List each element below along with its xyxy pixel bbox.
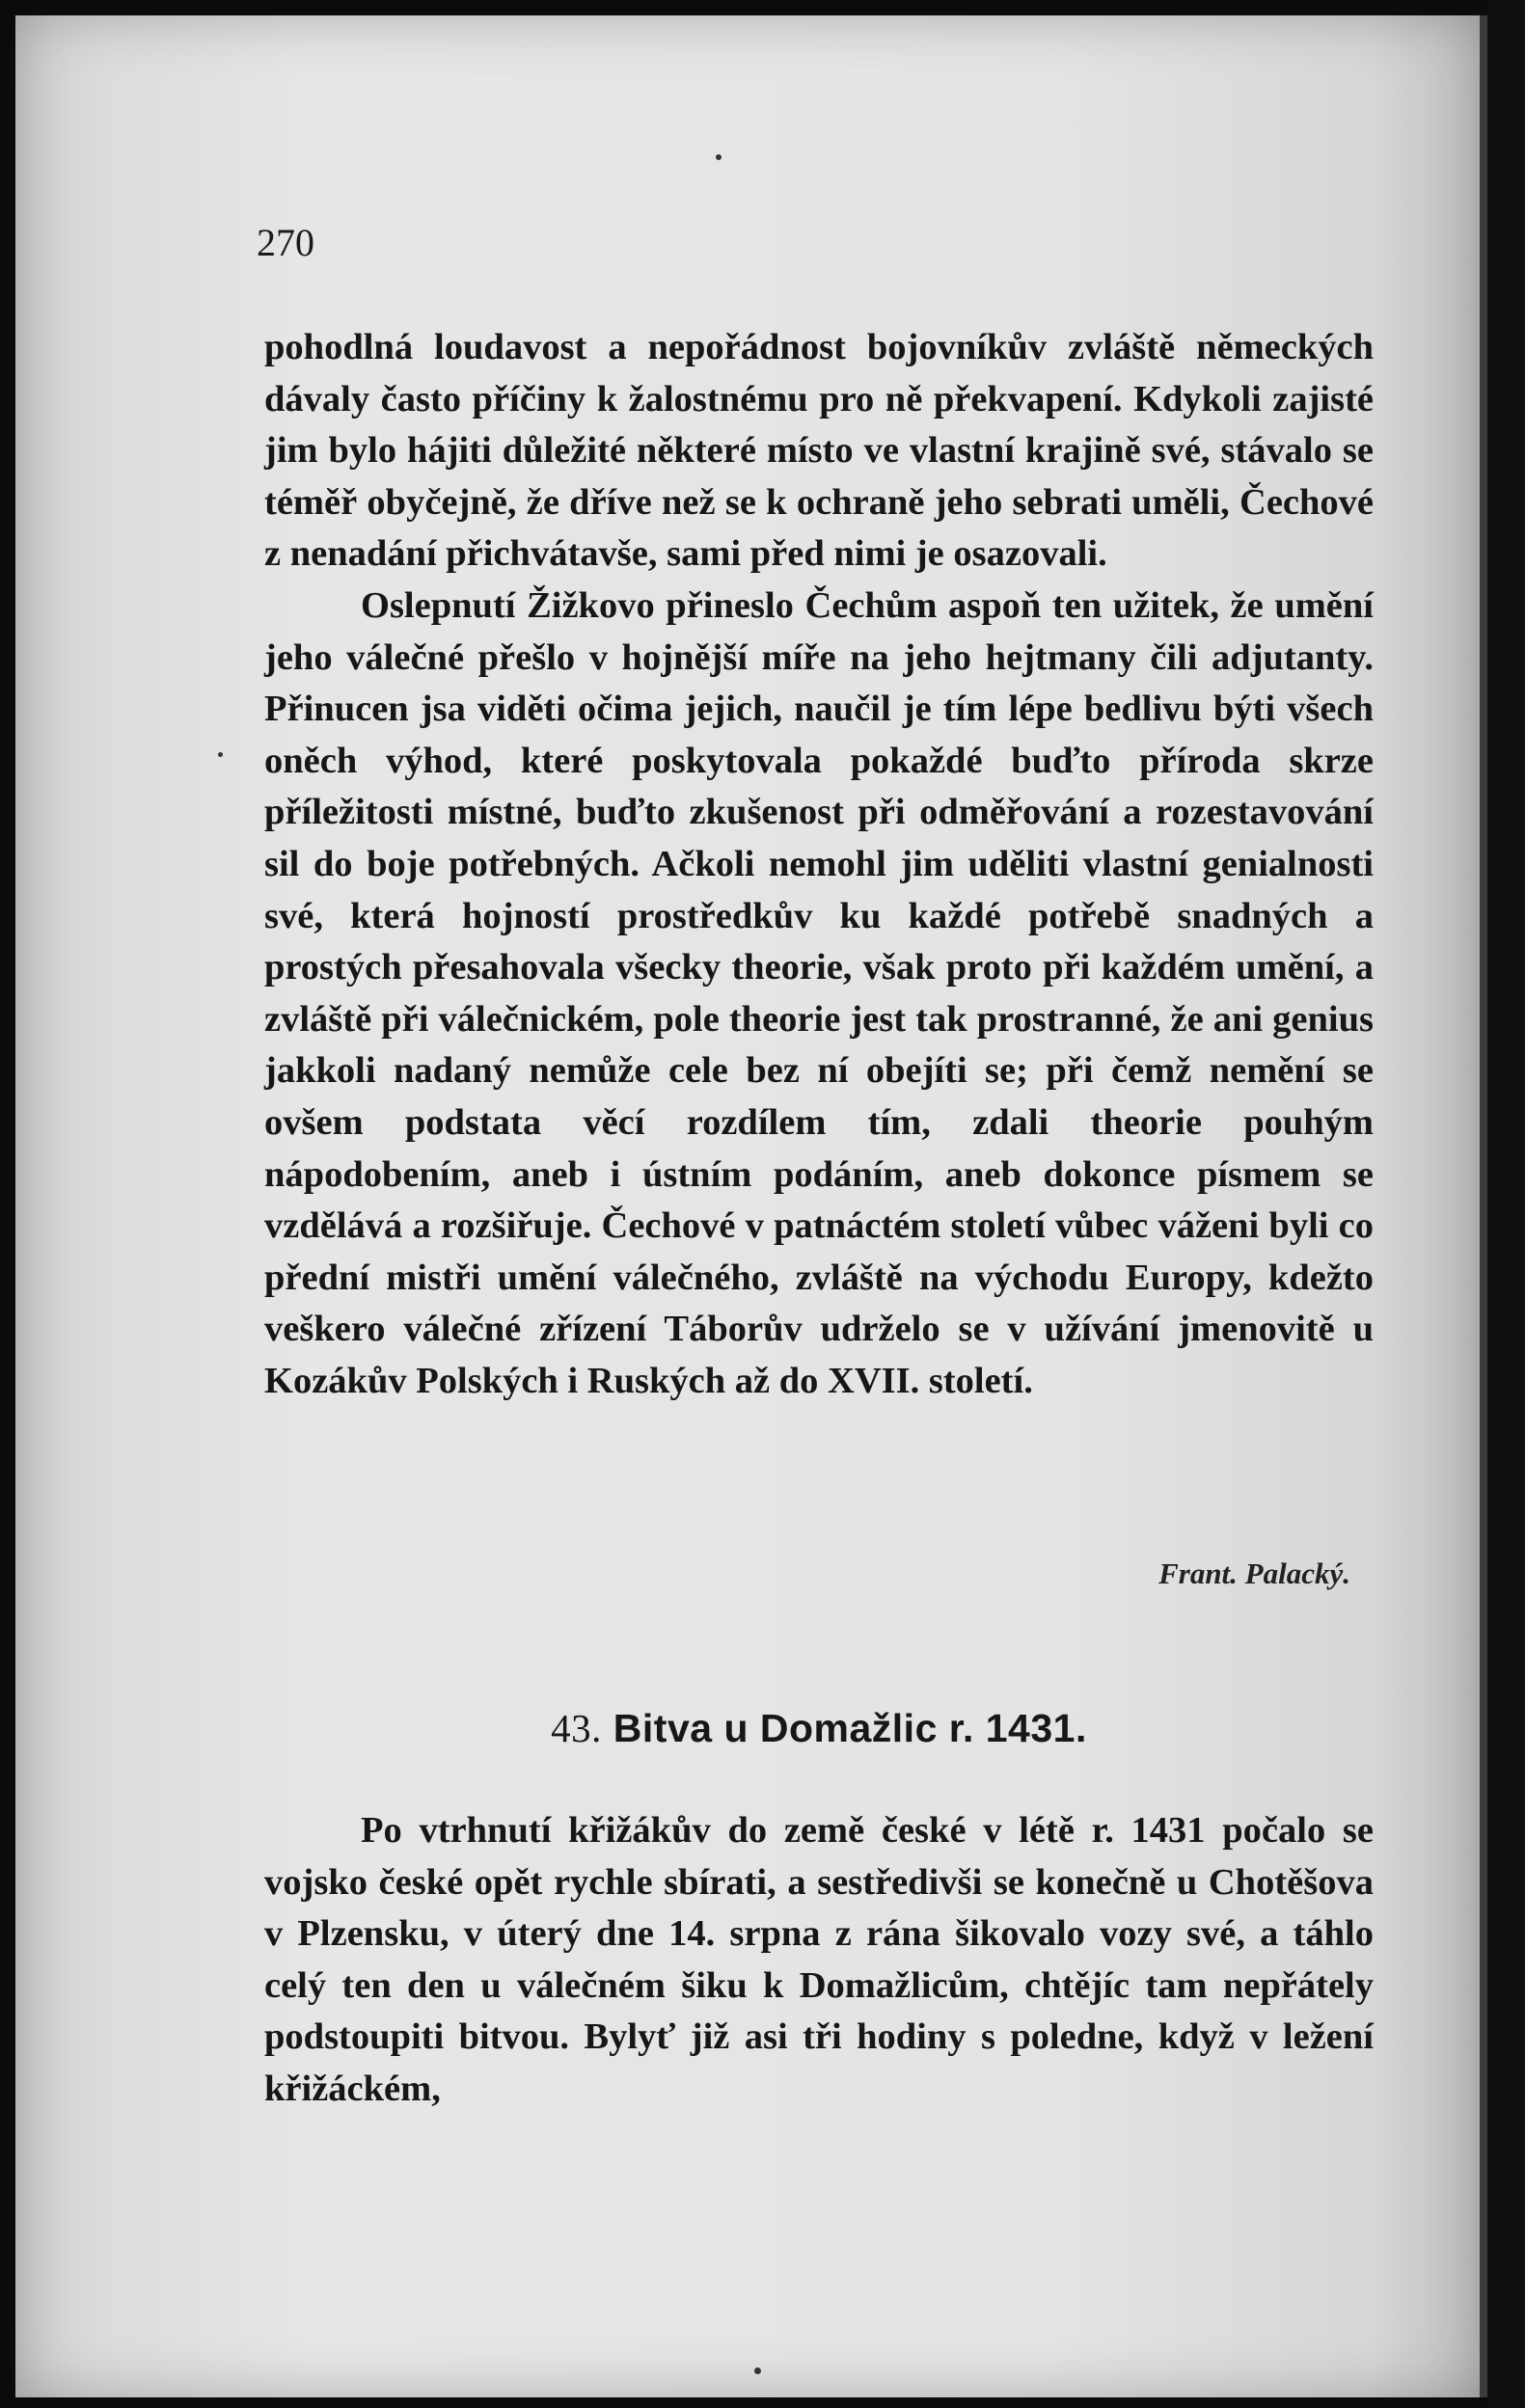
section-number: 43. (551, 1706, 602, 1750)
book-spine-shadow (1480, 15, 1487, 2397)
paper-speck (754, 2367, 761, 2374)
section-heading (264, 1705, 1374, 1751)
section-title: Bitva u Domažlic r. 1431. (613, 1706, 1087, 1750)
paper-speck (218, 752, 223, 757)
page-number: 270 (257, 221, 314, 264)
book-edge (1487, 0, 1525, 2408)
paragraph: pohodlná loudavost a nepořádnost bojovníkův zvláště německých dávaly často příčiny k žalostnému pro ně překvapení. Kdykoli zajisté jim bylo hájiti důležité některé místo ve vlastní krajině své, stávalo se téměř obyčejně, že dříve než se k ochraně jeho sebrati uměli, Čechové z nenadání přichvátavše, sami před nimi je osazovali. (264, 327, 1374, 575)
author-signature: Frant. Palacký. (1158, 1556, 1350, 1590)
paper-speck (716, 154, 722, 160)
body-text (264, 322, 1374, 1407)
paragraph: Oslepnutí Žižkovo přineslo Čechům aspoň ten užitek, že umění jeho válečné přešlo v hojnější míře na jeho hejtmany čili adjutanty. Přinucen jsa viděti očima jejich, naučil je tím lépe bedlivu býti všech oněch výhod, které poskytovala pokaždé buďto příroda skrze příležitosti místné, buďto zkušenost při odměřování a rozestavování sil do boje potřebných. Ačkoli nemohl jim uděliti vlastní genialnosti své, která hojností prostředkův ku každé potřebě snadných a prostých přesahovala všecky theorie, však proto při každém umění, a zvláště při válečnickém, pole theorie jest tak prostranné, že ani genius jakkoli nadaný nemůže cele bez ní obejíti se; při čemž nemění se ovšem podstata věcí rozdílem tím, zdali theorie pouhým nápodobením, aneb i ústním podáním, aneb dokonce písmem se vzdělává a rozšiřuje. Čechové v patnáctém století vůbec váženi byli co přední mistři umění válečného, zvláště na východu Europy, kdežto veškero válečné zřízení Táborův udrželo se v užívání jmenovitě u Kozákův Polských i Ruských až do XVII. století. (264, 584, 1374, 1401)
section-body-text (264, 1805, 1374, 2116)
paragraph: Po vtrhnutí křižákův do země české v létě r. 1431 počalo se vojsko české opět rychle sbírati, a sestředivši se konečně u Chotěšova v Plzensku, v úterý dne 14. srpna z rána šikovalo vozy své, a táhlo celý ten den u válečném šiku k Domažlicům, chtějíc tam nepřátely podstoupiti bitvou. Bylyť již asi tři hodiny s poledne, když v ležení křižáckém, (264, 1810, 1374, 2109)
